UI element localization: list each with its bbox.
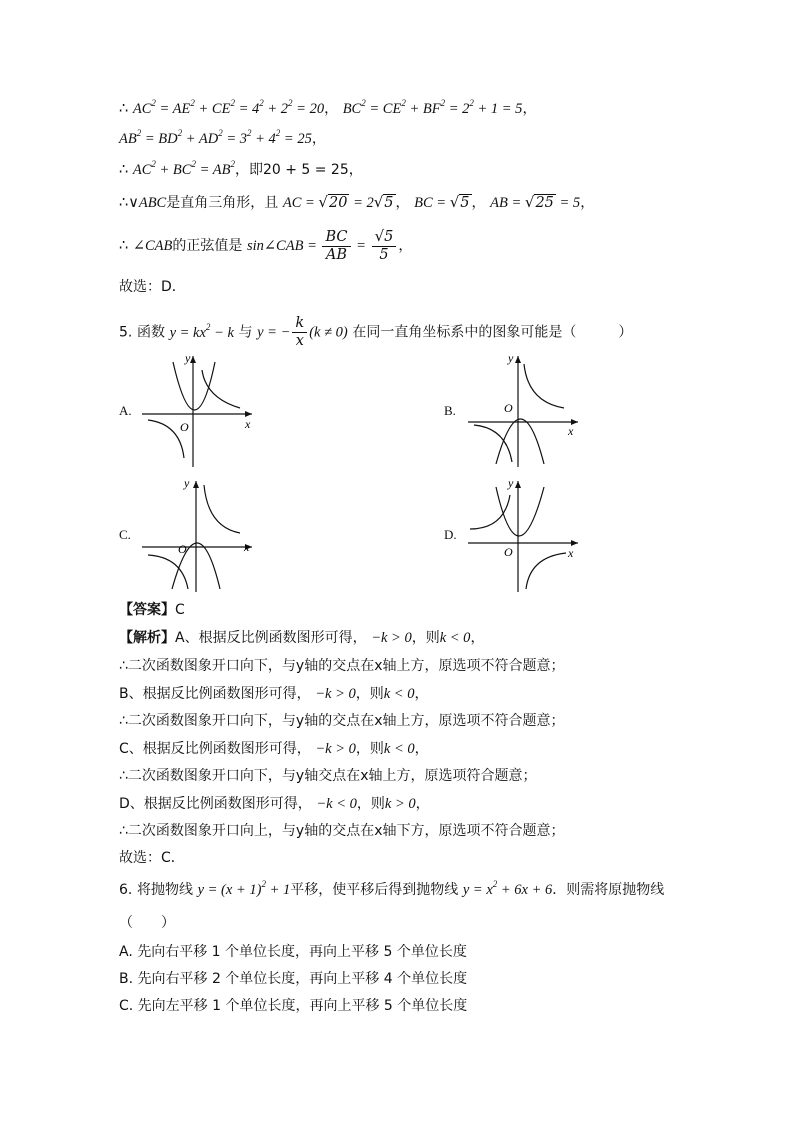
answer: 【答案】C [119,602,185,618]
analysis-c2: ∴二次函数图象开口向下，与y轴交点在x轴上方，原选项符合题意； [119,768,537,784]
svg-text:x: x [568,424,574,438]
solution-line-5: ∴ ∠CAB的正弦值是 sin∠CAB = $\frac{BC}{AB}$ = $\frac{√5}{5}$ ， [119,227,413,263]
question-6: 6. 将抛物线 $y = (x + 1)^2 + 1$平移，使平移后得到抛物线 $y = x^2 + 6x + 6$．则需将原抛物线 [119,879,665,898]
analysis-a2: ∴二次函数图象开口向下，与y轴的交点在x轴上方，原选项不符合题意； [119,658,565,674]
svg-text:x: x [568,546,574,560]
analysis-b1: B、根据反比例函数图形可得， −k > 0，则k < 0， [119,686,429,702]
svg-text:x: x [244,540,250,554]
solution-line-3: ∴ $AC^2 + BC^2 = AB^2$，即20 + 5 = 25， [119,159,363,178]
svg-text:y: y [508,351,514,365]
graph-option-d [466,475,586,595]
graph-option-b [466,350,586,470]
question-5: 5. 函数 $y = kx^2 - k$ 与 y = − $\frac{k}{x}$ (k ≠ 0) 在同一直角坐标系中的图象可能是（ ） [119,315,633,349]
svg-text:x: x [245,417,251,431]
svg-text:O: O [180,420,189,434]
analysis-d2: ∴二次函数图象开口向上，与y轴的交点在x轴下方，原选项不符合题意； [119,823,565,839]
solution-line-1: ∴ $AC^2 = AE^2 + CE^2 = 4^2 + 2^2 = 20$， $BC^2 = CE^2 + BF^2 = 2^2 + 1 = 5$， [119,98,537,117]
solution-line-4: ∴∨ABC是直角三角形，且 AC = √20 = 2√5 ， BC = √5 ， AB = √25 = 5， [119,193,595,211]
question-6-option-a: A. 先向右平移 1 个单位长度，再向上平移 5 个单位长度 [119,944,467,960]
solution-line-2: $AB^2 = BD^2 + AD^2 = 3^2 + 4^2 = 25$， [119,128,326,147]
question-6-paren: （ ） [119,915,175,931]
question-6-option-c: C. 先向左平移 1 个单位长度，再向上平移 5 个单位长度 [119,998,468,1014]
analysis-b2: ∴二次函数图象开口向下，与y轴的交点在x轴上方，原选项不符合题意； [119,713,565,729]
graph-option-a [140,350,260,470]
option-c-label: C. [119,527,131,542]
analysis-choice: 故选：C． [119,850,185,866]
svg-text:y: y [184,476,190,490]
analysis-c1: C、根据反比例函数图形可得， −k > 0，则k < 0， [119,741,429,757]
svg-text:y: y [508,476,514,490]
analysis-a1: 【解析】A、根据反比例函数图形可得， −k > 0，则k < 0， [119,630,485,646]
svg-text:y: y [185,351,191,365]
option-a-label: A. [119,403,132,418]
svg-text:O: O [178,542,187,556]
svg-text:O: O [504,401,513,415]
option-b-label: B. [444,403,456,418]
solution-choice: 故选：D． [119,279,186,295]
graph-option-c [140,475,260,595]
svg-text:O: O [504,545,513,559]
option-d-label: D. [444,527,457,542]
question-6-option-b: B. 先向右平移 2 个单位长度，再向上平移 4 个单位长度 [119,971,468,987]
analysis-d1: D、根据反比例函数图形可得， −k < 0，则k > 0， [119,796,430,812]
